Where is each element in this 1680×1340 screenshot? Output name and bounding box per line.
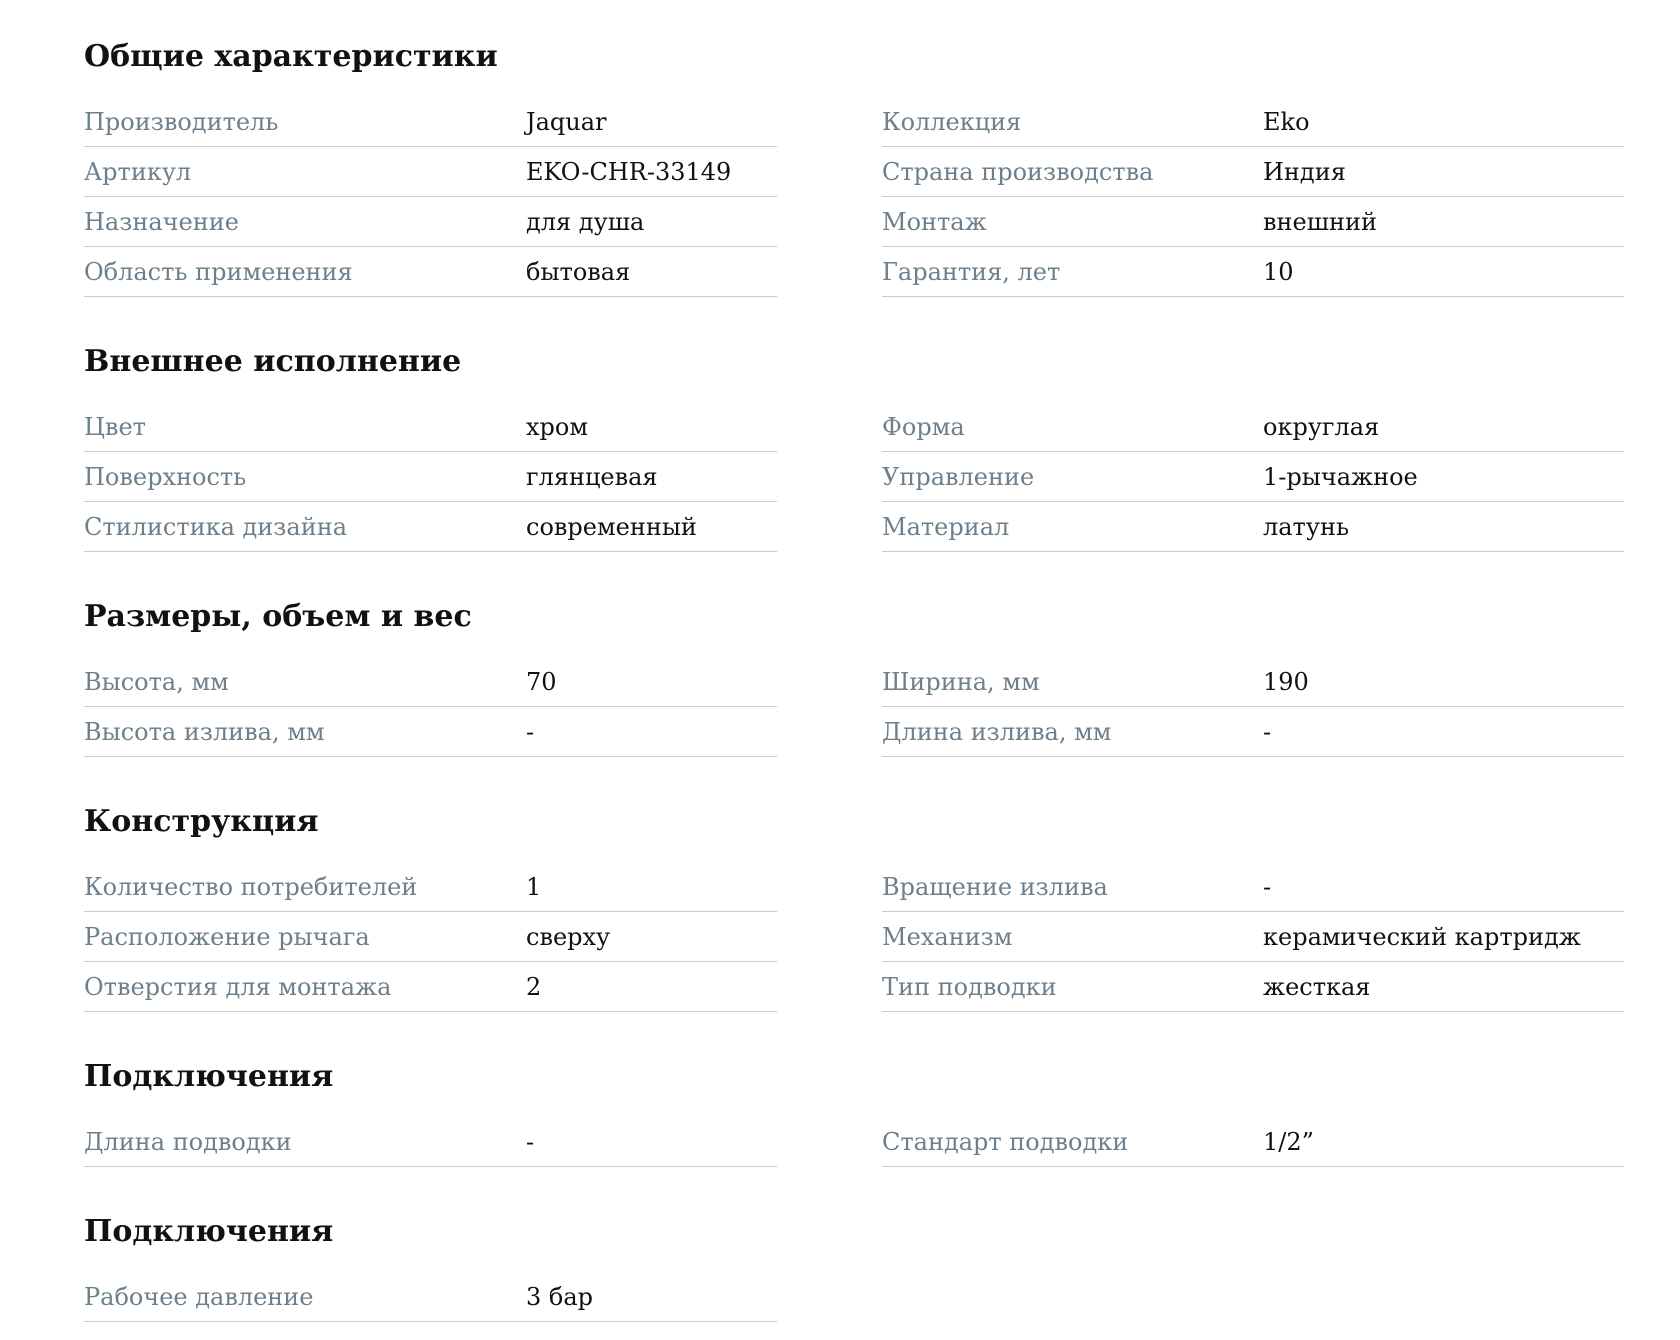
spec-value: 10 <box>1263 257 1294 286</box>
spec-value: 2 <box>526 972 542 1001</box>
spec-row <box>882 97 1624 147</box>
spec-label: Вращение излива <box>882 872 1108 901</box>
spec-row <box>882 707 1624 757</box>
spec-value: 1 <box>526 872 542 901</box>
spec-row <box>882 197 1624 247</box>
spec-value: 1-рычажное <box>1263 462 1418 491</box>
spec-row <box>882 502 1624 552</box>
spec-row <box>84 247 777 297</box>
spec-row <box>84 862 777 912</box>
spec-value: сверху <box>526 922 611 951</box>
spec-row <box>84 147 777 197</box>
spec-value: - <box>1263 717 1272 746</box>
spec-value: хром <box>526 412 589 441</box>
spec-label: Назначение <box>84 207 239 236</box>
spec-label: Высота, мм <box>84 667 229 696</box>
spec-value: глянцевая <box>526 462 658 491</box>
spec-row <box>882 247 1624 297</box>
spec-value: для душа <box>526 207 645 236</box>
spec-value: 70 <box>526 667 557 696</box>
spec-value: 3 бар <box>526 1282 594 1311</box>
spec-label: Рабочее давление <box>84 1282 314 1311</box>
spec-row <box>84 1272 777 1322</box>
spec-label: Стилистика дизайна <box>84 512 348 541</box>
spec-value: - <box>526 1127 535 1156</box>
spec-label: Количество потребителей <box>84 872 418 901</box>
spec-label: Форма <box>882 412 965 441</box>
spec-row <box>84 97 777 147</box>
spec-row <box>882 862 1624 912</box>
spec-row <box>882 912 1624 962</box>
spec-row <box>84 657 777 707</box>
spec-label: Ширина, мм <box>882 667 1040 696</box>
section-title-general: Общие характеристики <box>84 39 498 74</box>
spec-value: современный <box>526 512 697 541</box>
section-title-dimensions: Размеры, объем и вес <box>84 599 472 634</box>
spec-value: 1/2” <box>1263 1127 1314 1156</box>
spec-label: Отверстия для монтажа <box>84 972 392 1001</box>
spec-label: Коллекция <box>882 107 1022 136</box>
spec-row <box>84 452 777 502</box>
spec-value: EKO-CHR-33149 <box>526 157 732 186</box>
spec-label: Производитель <box>84 107 279 136</box>
spec-value: внешний <box>1263 207 1378 236</box>
section-title-exterior: Внешнее исполнение <box>84 344 462 379</box>
spec-label: Поверхность <box>84 462 247 491</box>
spec-label: Цвет <box>84 412 146 441</box>
spec-value: Индия <box>1263 157 1346 186</box>
spec-value: жесткая <box>1263 972 1371 1001</box>
spec-value: округлая <box>1263 412 1380 441</box>
spec-row <box>84 962 777 1012</box>
spec-value: латунь <box>1263 512 1350 541</box>
spec-label: Высота излива, мм <box>84 717 325 746</box>
spec-label: Управление <box>882 462 1035 491</box>
spec-label: Стандарт подводки <box>882 1127 1129 1156</box>
section-title-connections-2: Подключения <box>84 1214 334 1249</box>
spec-label: Область применения <box>84 257 353 286</box>
spec-label: Страна производства <box>882 157 1154 186</box>
spec-label: Материал <box>882 512 1010 541</box>
spec-value: - <box>526 717 535 746</box>
spec-row <box>84 1117 777 1167</box>
spec-row <box>84 912 777 962</box>
spec-row <box>882 657 1624 707</box>
spec-value: керамический картридж <box>1263 922 1581 951</box>
spec-label: Артикул <box>84 157 192 186</box>
section-title-connections: Подключения <box>84 1059 334 1094</box>
spec-row <box>882 1117 1624 1167</box>
spec-row <box>84 707 777 757</box>
spec-row <box>882 402 1624 452</box>
spec-label: Гарантия, лет <box>882 257 1061 286</box>
spec-label: Длина излива, мм <box>882 717 1112 746</box>
spec-row <box>84 402 777 452</box>
spec-row <box>882 452 1624 502</box>
section-title-construction: Конструкция <box>84 804 319 839</box>
spec-label: Монтаж <box>882 207 987 236</box>
spec-label: Длина подводки <box>84 1127 292 1156</box>
spec-value: Jaquar <box>526 107 607 136</box>
spec-row <box>882 147 1624 197</box>
spec-label: Расположение рычага <box>84 922 370 951</box>
spec-value: 190 <box>1263 667 1309 696</box>
spec-row <box>84 502 777 552</box>
spec-label: Тип подводки <box>882 972 1057 1001</box>
spec-label: Механизм <box>882 922 1013 951</box>
spec-value: Eko <box>1263 107 1310 136</box>
spec-value: бытовая <box>526 257 631 286</box>
spec-row <box>84 197 777 247</box>
spec-row <box>882 962 1624 1012</box>
spec-value: - <box>1263 872 1272 901</box>
